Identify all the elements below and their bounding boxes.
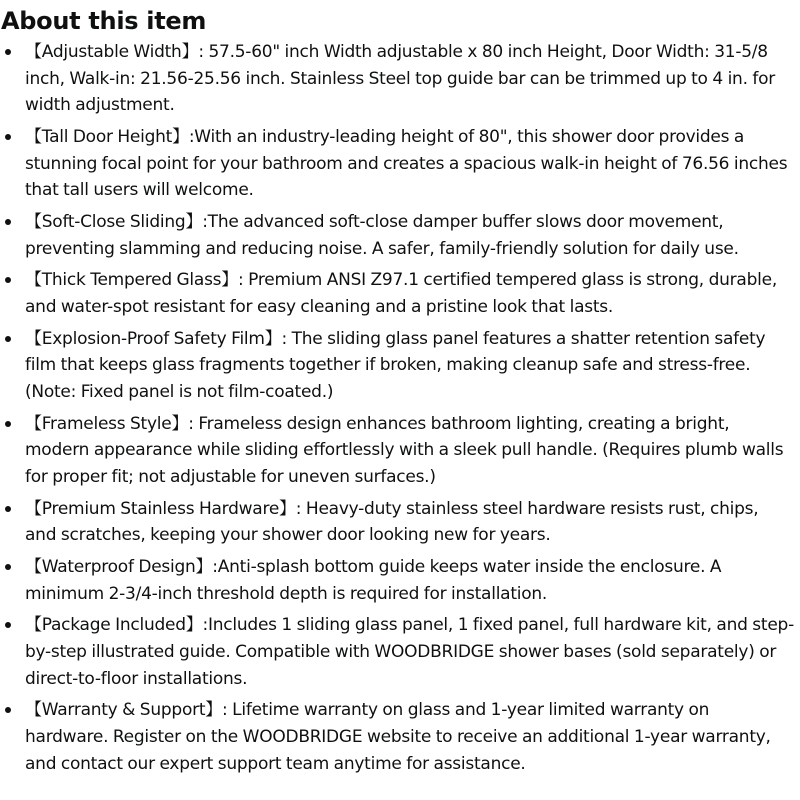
feature-bullet-safety-film: 【Explosion-Proof Safety Film】: The sliding glass panel features a shatter retention safety film that keeps glass fragments together if broken, making cleanup safe and stress-free. (Note: Fixed panel is not film-coated.) — [0, 326, 800, 406]
feature-bullet-soft-close-sliding: 【Soft-Close Sliding】:The advanced soft-close damper buffer slows door movement, preventing slamming and reducing noise. A safer, family-friendly solution for daily use. — [0, 209, 800, 262]
feature-bullet-thick-tempered-glass: 【Thick Tempered Glass】: Premium ANSI Z97.1 certified tempered glass is strong, durable, and water-spot resistant for easy cleaning and a pristine look that lasts. — [0, 267, 800, 320]
feature-bullet-adjustable-width: 【Adjustable Width】: 57.5-60" inch Width adjustable x 80 inch Height, Door Width: 31-5/8 inch, Walk-in: 21.56-25.56 inch. Stainless Steel top guide bar can be trimmed up to 4 in. for width adjustment. — [0, 39, 800, 119]
feature-bullet-warranty-support: 【Warranty & Support】: Lifetime warranty on glass and 1-year limited warranty on hardware. Register on the WOODBRIDGE website to receive an additional 1-year warranty, and contact our expert support team anytime for assistance. — [0, 697, 800, 777]
feature-bullet-package-included: 【Package Included】:Includes 1 sliding glass panel, 1 fixed panel, full hardware kit, and step-by-step illustrated guide. Compatible with WOODBRIDGE shower bases (sold separately) or direct-to-floor installations. — [0, 612, 800, 692]
feature-bullet-stainless-hardware: 【Premium Stainless Hardware】: Heavy-duty stainless steel hardware resists rust, chips, and scratches, keeping your shower door looking new for years. — [0, 496, 800, 549]
feature-bullet-tall-door-height: 【Tall Door Height】:With an industry-leading height of 80", this shower door provides a stunning focal point for your bathroom and creates a spacious walk-in height of 76.56 inches that tall users will welcome. — [0, 124, 800, 204]
section-title: About this item — [1, 7, 207, 35]
feature-bullet-frameless-style: 【Frameless Style】: Frameless design enhances bathroom lighting, creating a bright, modern appearance while sliding effortlessly with a sleek pull handle. (Requires plumb walls for proper fit; not adjustable for uneven surfaces.) — [0, 411, 800, 491]
feature-bullet-waterproof-design: 【Waterproof Design】:Anti-splash bottom guide keeps water inside the enclosure. A minimum 2-3/4-inch threshold depth is required for installation. — [0, 554, 800, 607]
feature-bullet-list — [0, 39, 800, 777]
